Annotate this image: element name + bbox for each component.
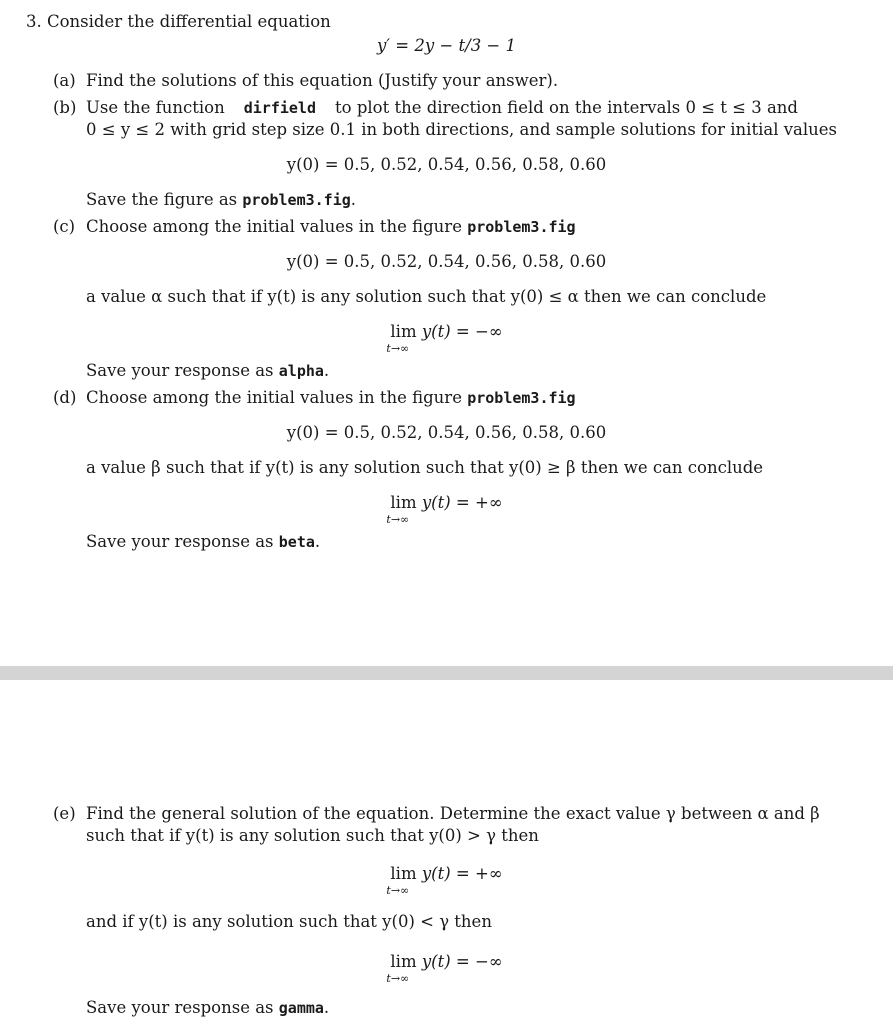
part-c-limit bbox=[0, 322, 893, 355]
part-e-line2: such that if y(t) is any solution such that y(0) > γ then bbox=[86, 826, 539, 845]
part-a-label: (a) bbox=[53, 71, 76, 90]
part-e-save bbox=[86, 998, 329, 1018]
part-b-label: (b) bbox=[53, 98, 77, 117]
part-e-lim-sub-1: t→∞ bbox=[386, 884, 410, 897]
part-d-save-pre: Save your response as bbox=[86, 532, 274, 551]
part-e-label: (e) bbox=[53, 804, 76, 823]
part-e-limit-minus bbox=[0, 952, 893, 985]
part-e-limit-plus bbox=[0, 864, 893, 897]
part-b-save bbox=[86, 190, 356, 210]
part-c-label: (c) bbox=[53, 217, 76, 236]
part-d-save bbox=[86, 532, 320, 552]
part-c-save bbox=[86, 361, 329, 381]
part-c-lim-sub: t→∞ bbox=[386, 342, 410, 355]
part-b-line1-post: to plot the direction field on the intervals 0 ≤ t ≤ 3 and bbox=[335, 98, 798, 117]
part-e-save-pre: Save your response as bbox=[86, 998, 274, 1017]
main-equation: y′ = 2y − t/3 − 1 bbox=[376, 36, 517, 55]
part-d-condition: a value β such that if y(t) is any solution such that y(0) ≥ β then we can conclude bbox=[86, 458, 764, 477]
part-c-save-post: . bbox=[323, 361, 330, 380]
part-d-line1 bbox=[86, 388, 576, 408]
part-b-line1-pre: Use the function bbox=[86, 98, 225, 117]
problem3-fig-code: problem3.fig bbox=[242, 191, 351, 209]
part-e-limit2-rhs: y(t) = −∞ bbox=[421, 952, 503, 971]
part-c-save-pre: Save your response as bbox=[86, 361, 274, 380]
part-c-lim: lim bbox=[390, 322, 417, 341]
part-e-lim-sub-2: t→∞ bbox=[386, 972, 410, 985]
part-d-fig-code: problem3.fig bbox=[467, 389, 576, 407]
part-e-lim-2: lim bbox=[390, 952, 417, 971]
part-b-line2: 0 ≤ y ≤ 2 with grid step size 0.1 in both directions, and sample solutions for initial values bbox=[86, 120, 838, 139]
part-d-save-post: . bbox=[314, 532, 321, 551]
part-b-initial-values: y(0) = 0.5, 0.52, 0.54, 0.56, 0.58, 0.60 bbox=[286, 155, 607, 174]
part-c-line1-pre: Choose among the initial values in the figure bbox=[86, 217, 462, 236]
page-2 bbox=[0, 680, 893, 1024]
part-e-save-post: . bbox=[323, 998, 330, 1017]
part-e-lim-1: lim bbox=[390, 864, 417, 883]
part-c-line1 bbox=[86, 217, 576, 237]
part-d-line1-pre: Choose among the initial values in the figure bbox=[86, 388, 462, 407]
dirfield-code: dirfield bbox=[243, 99, 316, 117]
part-c-initial-values: y(0) = 0.5, 0.52, 0.54, 0.56, 0.58, 0.60 bbox=[286, 252, 607, 271]
part-d-initial-values: y(0) = 0.5, 0.52, 0.54, 0.56, 0.58, 0.60 bbox=[286, 423, 607, 442]
part-e-line3: and if y(t) is any solution such that y(0) < γ then bbox=[86, 912, 492, 931]
part-e-limit1-rhs: y(t) = +∞ bbox=[421, 864, 503, 883]
beta-code: beta bbox=[278, 533, 315, 551]
page-separator bbox=[0, 666, 893, 680]
part-d-label: (d) bbox=[53, 388, 77, 407]
part-d-limit-rhs: y(t) = +∞ bbox=[421, 493, 503, 512]
part-b-save-pre: Save the figure as bbox=[86, 190, 238, 209]
part-a-text: Find the solutions of this equation (Justify your answer). bbox=[86, 71, 559, 90]
part-e-line1: Find the general solution of the equation. Determine the exact value γ between α and β bbox=[86, 804, 820, 823]
part-b-line1 bbox=[86, 98, 798, 118]
problem-heading: 3. Consider the differential equation bbox=[26, 12, 331, 31]
part-d-lim-sub: t→∞ bbox=[386, 513, 410, 526]
gamma-code: gamma bbox=[278, 999, 324, 1017]
part-d-limit bbox=[0, 493, 893, 526]
part-c-condition: a value α such that if y(t) is any solution such that y(0) ≤ α then we can conclude bbox=[86, 287, 767, 306]
part-d-lim: lim bbox=[390, 493, 417, 512]
part-b-save-post: . bbox=[350, 190, 357, 209]
part-c-limit-rhs: y(t) = −∞ bbox=[421, 322, 503, 341]
part-c-fig-code: problem3.fig bbox=[467, 218, 576, 236]
alpha-code: alpha bbox=[278, 362, 324, 380]
